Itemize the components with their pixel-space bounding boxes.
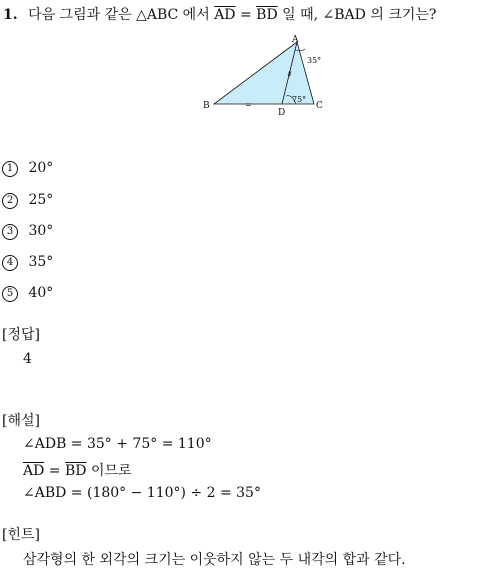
- solution-line-3: ∠ABD = (180° − 110°) ÷ 2 = 35°: [23, 485, 261, 501]
- question-number: 1.: [3, 7, 18, 23]
- triangle-figure: [200, 30, 330, 115]
- hint-header: [힌트]: [2, 527, 40, 543]
- hint-text: 삼각형의 한 외각의 크기는 이웃하지 않는 두 내각의 합과 같다.: [23, 552, 406, 568]
- option-4-mark: 4: [2, 255, 18, 271]
- tick-ad: =: [284, 69, 295, 79]
- option-3[interactable]: [2, 223, 53, 240]
- label-a: A: [292, 35, 299, 45]
- option-5-value: 40°: [28, 285, 54, 301]
- option-2-mark: 2: [2, 193, 18, 209]
- option-3-mark: 3: [2, 224, 18, 240]
- option-5[interactable]: [2, 285, 53, 302]
- answer-value: 4: [23, 351, 32, 367]
- option-2[interactable]: [2, 192, 53, 209]
- option-4-value: 35°: [28, 254, 54, 270]
- label-d: D: [278, 108, 286, 115]
- solution-line-1: ∠ADB = 35° + 75° = 110°: [23, 436, 212, 452]
- answer-header: [정답]: [2, 327, 40, 343]
- option-1-mark: 1: [2, 161, 18, 177]
- segment-ad: $\overline{AD}$: [214, 7, 236, 23]
- solution-header: [해설]: [2, 413, 40, 429]
- option-4[interactable]: [2, 254, 53, 271]
- option-2-value: 25°: [28, 192, 54, 208]
- segment-bd: $\overline{BD}$: [256, 7, 278, 23]
- question-text: 1. 다음 그림과 같은 △ABC 에서 $\overline{AD} = \overline{BD}$ 일 때, ∠BAD 의 크기는?: [3, 7, 437, 23]
- option-5-mark: 5: [2, 286, 18, 302]
- option-3-value: 30°: [28, 223, 54, 239]
- angle-label-35: 35°: [307, 56, 322, 65]
- label-c: C: [316, 101, 323, 111]
- angle-label-75: 75°: [292, 95, 307, 104]
- tick-bd: =: [245, 100, 252, 109]
- option-1[interactable]: [2, 160, 53, 177]
- solution-line-2: $\overline{AD} = \overline{BD}$ 이므로: [23, 463, 132, 479]
- solution-segment-bd: $\overline{BD}$: [64, 463, 87, 479]
- solution-segment-ad: $\overline{AD}$: [23, 463, 45, 479]
- label-b: B: [203, 101, 210, 111]
- option-1-value: 20°: [28, 160, 54, 176]
